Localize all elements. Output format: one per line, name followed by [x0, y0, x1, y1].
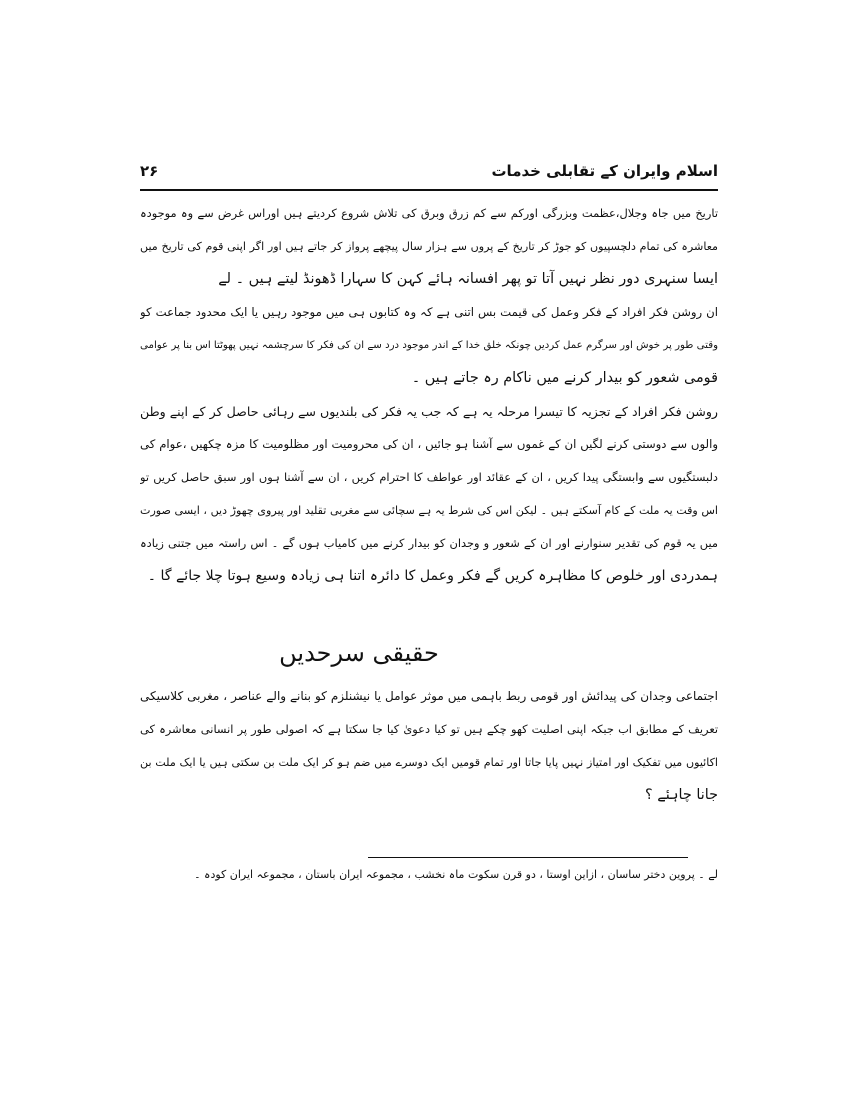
paragraph-2	[140, 296, 718, 395]
paragraph-line: اکائیوں میں تفکیک اور امتیاز نہیں پایا جاتا اور تمام قومیں ایک دوسرے میں ضم ہو کر ایک ملت بن سکتی ہیں یا ایک ملت بن	[140, 756, 718, 769]
paragraph-line: ہمدردی اور خلوص کا مظاہرہ کریں گے فکر وعمل کا دائرہ اتنا ہی زیادہ وسیع ہوتا چلا جائے گا ۔	[147, 568, 718, 584]
paragraph-line: معاشرہ کی تمام دلچسپیوں کو جوڑ کر تاریخ کے پروں سے ہزار سال پیچھے پرواز کر جاتے ہیں اور اگر اپنی قوم کی تاریخ میں	[140, 240, 718, 253]
paragraph-line: ان روشن فکر افراد کے فکر وعمل کی قیمت بس اتنی ہے کہ وہ کتابوں ہی میں موجود رہیں یا ایک محدود جماعت کو	[140, 305, 718, 319]
paragraph-3	[140, 395, 718, 593]
footnote: لے ۔ پروین دختر ساسان ، ازاین اوستا ، دو قرن سکوت ماہ نخشب ، مجموعہ ایران باستان ، مجموعہ ایران کودہ ۔	[194, 868, 718, 881]
running-header	[140, 160, 718, 188]
paragraph-line: والوں سے دوستی کرنے لگیں ان کے غموں سے آشنا ہو جائیں ، ان کی محرومیت اور مظلومیت کا مزہ چکھیں ،عوام کی	[140, 437, 718, 451]
paragraph-line: ایسا سنہری دور نظر نہیں آتا تو پھر افسانہ ہائے کہن کا سہارا ڈھونڈ لیتے ہیں ۔ لے	[218, 271, 718, 287]
paragraph-line: اجتماعی وجدان کی پیدائش اور قومی ربط باہمی میں موثر عوامل یا نیشنلزم کو بنانے والے عناصر ، مغربی کلاسیکی	[140, 689, 718, 703]
paragraph-1	[140, 197, 718, 296]
footnote-rule	[368, 857, 688, 858]
section-paragraph	[140, 680, 718, 812]
paragraph-line: روشن فکر افراد کے تجزیہ کا تیسرا مرحلہ یہ ہے کہ جب یہ فکر کی بلندیوں سے رہائی حاصل کر کے اپنے وطن	[140, 404, 718, 419]
paragraph-line: قومی شعور کو بیدار کرنے میں ناکام رہ جاتے ہیں ۔	[411, 370, 718, 386]
section-heading: حقیقی سرحدیں	[279, 639, 439, 667]
paragraph-line: جانا چاہئے ؟	[645, 787, 718, 803]
paragraph-line: میں یہ قوم کی تقدیر سنوارنے اور ان کے شعور و وجدان کو بیدار کرنے میں کامیاب ہوں گے ۔ اس راستہ میں جتنی زیادہ	[140, 536, 718, 550]
paragraph-line: دلبستگیوں سے وابستگی پیدا کریں ، ان کے عقائد اور عواطف کا احترام کریں ، ان سے آشنا ہوں اور سبق حاصل کریں تو	[140, 470, 718, 484]
paragraph-line: اس وقت یہ ملت کے کام آسکتے ہیں ۔ لیکن اس کی شرط یہ ہے سچائی سے مغربی تقلید اور پیروی چھوڑ دیں ، ایسی صورت	[140, 504, 718, 517]
paragraph-line: تعریف کے مطابق اب جبکہ اپنی اصلیت کھو چکے ہیں تو کیا دعویٰ کیا جا سکتا ہے کہ اصولی طور پر انسانی معاشرہ کی	[140, 722, 718, 736]
header-rule	[140, 189, 718, 191]
page-number: ۲۶	[140, 162, 159, 180]
paragraph-line: تاریخ میں جاہ وجلال،عظمت وبزرگی اورکم سے کم زرق وبرق کی تلاش شروع کردیتے ہیں اوراس غرض سے وہ موجودہ	[140, 206, 718, 220]
header-title: اسلام وایران کے تقابلی خدمات	[491, 162, 718, 180]
paragraph-line: وقتی طور پر خوش اور سرگرم عمل کردیں چونکہ خلق خدا کے اندر موجود درد سے ان کی فکر کا سرچشمہ نہیں پھوٹتا اس بنا پر عوامی	[140, 340, 718, 351]
